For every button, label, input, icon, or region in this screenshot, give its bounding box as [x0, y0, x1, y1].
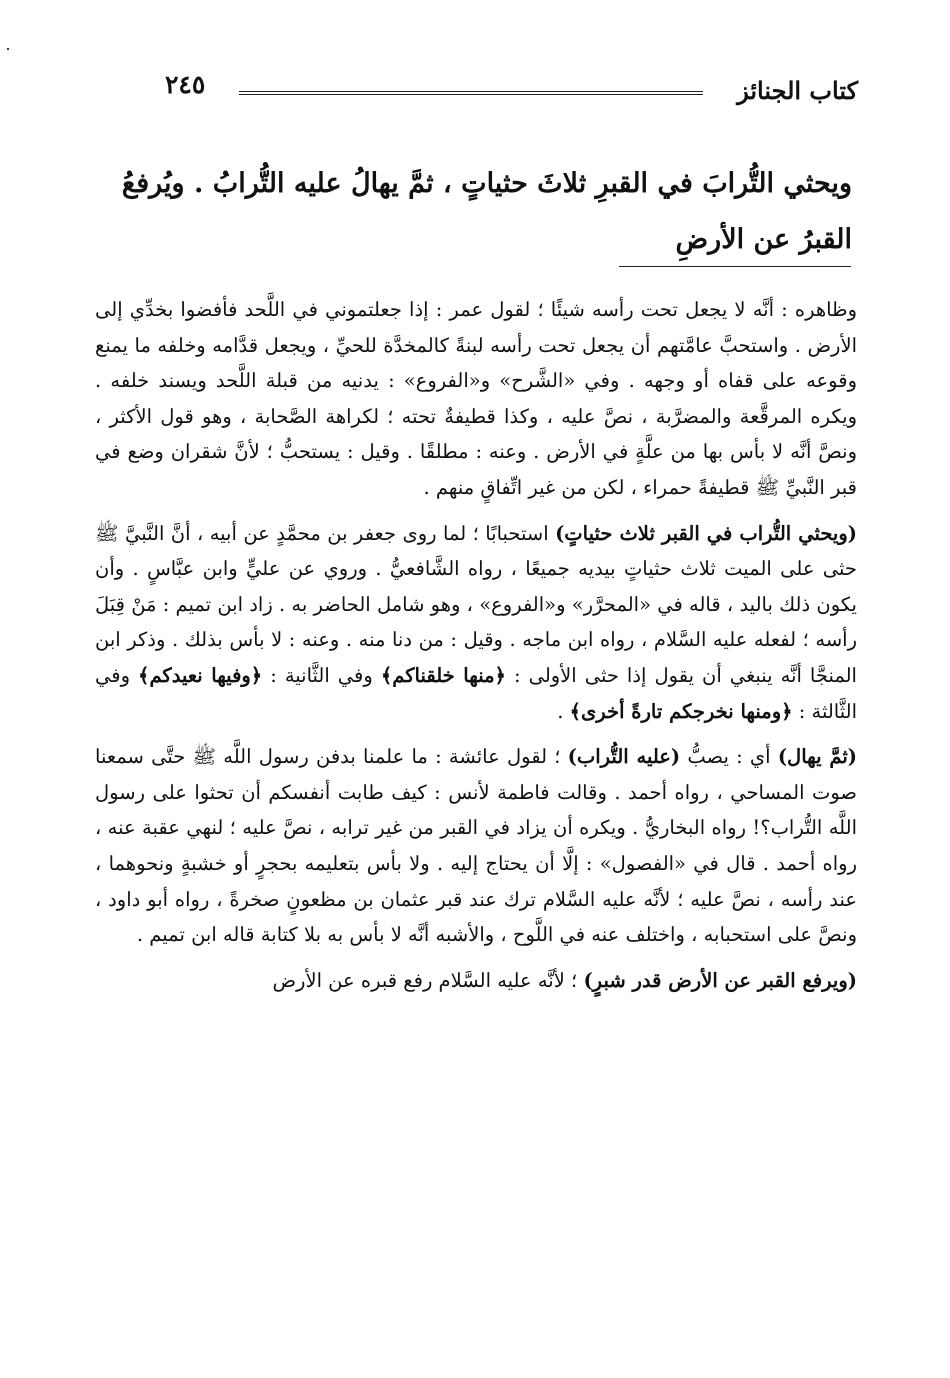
quran-quote: ﴿منها خلقناكم﴾: [380, 663, 506, 687]
paragraph-1: وظاهره : أنَّه لا يجعل تحت رأسه شيئًا ؛ لقول عمر : إذا جعلتموني في اللَّحد فأفضوا بخدِّي إلى الأرض . واستحبَّ عامَّتهم أن يجعل تحت رأسه لبنةً كالمخدَّة للحيِّ ، ويجعل قدَّامه وخلفه ما يمنع وقوعه على قفاه أو وجهه . وفي «الشَّرح» و«الفروع» : يدنيه من قبلة اللَّحد ويسند خلفه . ويكره المرقَّعة والمضرَّبة ، نصَّ عليه ، وكذا قطيفةٌ تحته ؛ لكراهة الصَّحابة ، وهو قول الأكثر ، ونصَّ أنَّه لا بأس بها من علَّةٍ في الأرض . وعنه : مطلقًا . وقيل : يستحبُّ ؛ لأنَّ شقران وضع في قبر النَّبيِّ ﷺ قطيفةً حمراء ، لكن من غير اتِّفاقٍ منهم .: [95, 298, 858, 499]
matn-quote: (ويرفع القبر عن الأرض قدر شبرٍ): [583, 968, 857, 992]
matn-quote: (ويحثي التُّراب في القبر ثلاث حثياتٍ): [555, 521, 857, 545]
running-header: [165, 68, 858, 108]
header-rule: [239, 91, 703, 95]
quran-quote: ﴿وفيها نعيدكم﴾: [138, 663, 263, 687]
paragraph-3: (ثمَّ يهال) أي : يصبُّ (عليه التُّراب) ؛ لقول عائشة : ما علمنا بدفن رسول اللَّه ﷺ حتَّى سمعنا صوت المساحي ، رواه أحمد . وقالت فاطمة لأنس : كيف طابت أنفسكم أن تحثوا على رسول اللَّه التُّراب؟! رواه البخاريُّ . ويكره أن يزاد في القبر من غير ترابه ، نصَّ عليه ؛ لنهي عقبة عنه ، رواه أحمد . قال في «الفصول» : إلَّا أن يحتاج إليه . ولا بأس بتعليمه بحجرٍ أو خشبةٍ ونحوهما ، عند رأسه ، نصَّ عليه ؛ لأنَّه عليه السَّلام ترك عند قبر عثمان بن مظعونٍ صخرةً ، رواه أبو داود ، ونصَّ على استحبابه ، واختلف عنه في اللَّوح ، والأشبه أنَّه لا بأس به بلا كتابة قاله ابن تميم .: [95, 745, 858, 947]
commentary-body: [95, 292, 857, 998]
matn-separator: [619, 266, 851, 267]
margin-mark: [7, 48, 9, 50]
quran-quote: ﴿ومنها نخرجكم تارةً أخرى﴾: [569, 699, 793, 723]
matn-quote: (عليه التُّراب): [567, 745, 681, 769]
matn-quote: (ثمَّ يهال): [777, 745, 858, 769]
chapter-title: كتاب الجنائز: [737, 76, 858, 105]
paragraph-4: (ويرفع القبر عن الأرض قدر شبرٍ) ؛ لأنَّه عليه السَّلام رفع قبره عن الأرض: [272, 968, 857, 992]
page-number: ٢٤٥: [165, 70, 206, 99]
paragraph-2: (ويحثي التُّراب في القبر ثلاث حثياتٍ) استحبابًا ؛ لما روى جعفر بن محمَّدٍ عن أبيه ، أنَّ النَّبيَّ ﷺ حثى على الميت ثلاث حثياتٍ بيديه جميعًا ، رواه الشَّافعيُّ . وروي عن عليٍّ وابن عبَّاسٍ . وأن يكون ذلك باليد ، قاله في «المحرَّر» و«الفروع» ، وهو شامل الحاضر به . زاد ابن تميم : مَنْ قِبَلَ رأسه ؛ لفعله عليه السَّلام ، رواه ابن ماجه . وقيل : من دنا منه . وعنه : لا بأس بذلك . وذكر ابن المنجَّا أنَّه ينبغي أن يقول إذا حثى الأولى : ﴿منها خلقناكم﴾ وفي الثَّانية : ﴿وفيها نعيدكم﴾ وفي الثَّالثة : ﴿ومنها نخرجكم تارةً أخرى﴾ .: [95, 521, 857, 723]
matn-text: ويحثي التُّرابَ في القبرِ ثلاثَ حثياتٍ ، ثمَّ يهالُ عليه التُّرابُ . ويُرفعُ القبرُ عن الأرضِ: [121, 168, 852, 255]
